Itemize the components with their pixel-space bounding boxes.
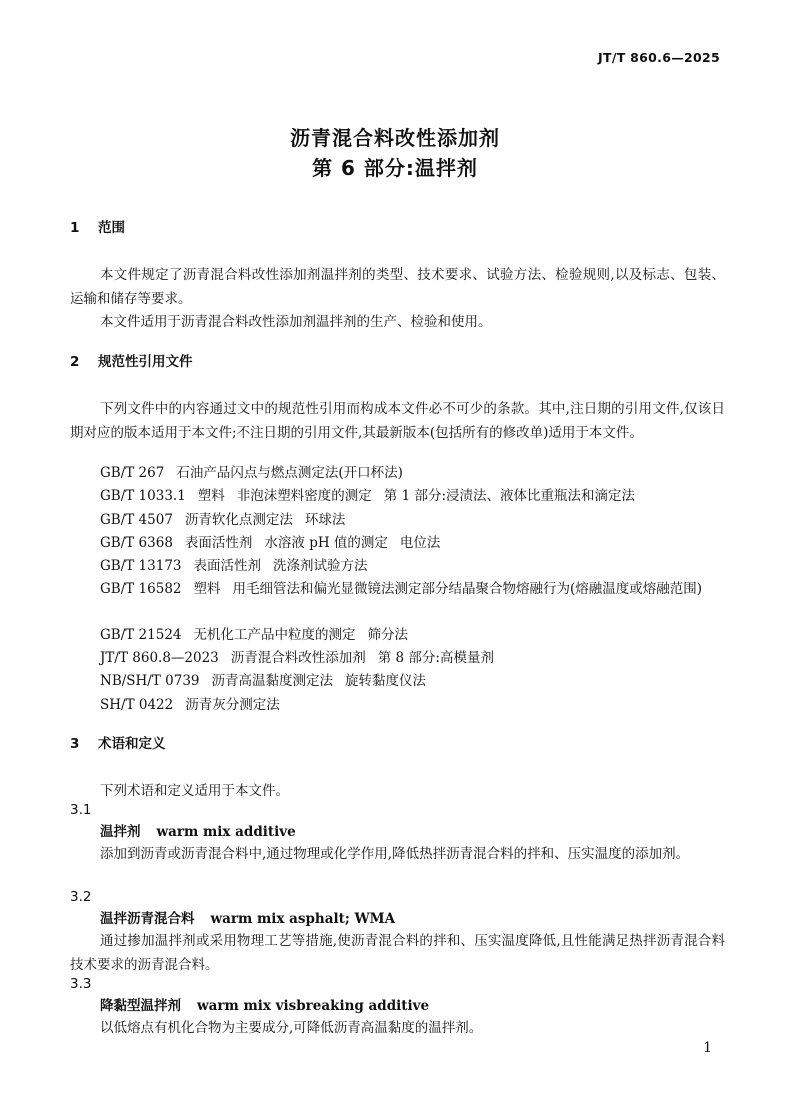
reference-code: GB/T 267 [100, 465, 165, 481]
reference-item [100, 670, 426, 694]
term-definition: 以低熔点有机化合物为主要成分,可降低沥青高温黏度的温拌剂。 [100, 1020, 483, 1036]
term-english: warm mix additive [156, 824, 296, 840]
section-heading-scope [70, 219, 125, 237]
reference-item [100, 694, 280, 718]
reference-code: GB/T 16582 [100, 581, 182, 597]
term-chinese: 降黏型温拌剂 [100, 998, 181, 1014]
reference-title: 无机化工产品中粒度的测定 [193, 627, 356, 643]
reference-title: 表面活性剂 [193, 558, 261, 574]
term-entry [100, 822, 296, 842]
section-number: 2 [70, 354, 80, 370]
reference-code: GB/T 21524 [100, 627, 182, 643]
reference-item [100, 485, 635, 509]
reference-item [70, 578, 725, 602]
clause-number: 3.3 [70, 976, 92, 992]
reference-subtitle: 旋转黏度仪法 [345, 673, 427, 689]
reference-title: 石油产品闪点与燃点测定法(开口杯法) [176, 465, 403, 481]
clause-number: 3.1 [70, 802, 92, 818]
reference-subtitle: 洗涤剂试验方法 [273, 558, 368, 574]
reference-title: 沥青灰分测定法 [185, 697, 280, 713]
term-entry [100, 996, 429, 1016]
document-title: 沥青混合料改性添加剂 [290, 126, 500, 150]
term-definition: 添加到沥青或沥青混合料中,通过物理或化学作用,降低热拌沥青混合料的拌和、压实温度的添加剂。 [100, 846, 690, 862]
document-subtitle: 第 6 部分:温拌剂 [312, 156, 478, 180]
reference-subtitle: 筛分法 [367, 627, 408, 643]
section-number: 3 [70, 736, 80, 752]
reference-subtitle: 第 8 部分:高模量剂 [377, 650, 494, 666]
reference-item [100, 555, 368, 579]
section-heading-normative [70, 353, 193, 371]
clause-number: 3.2 [70, 889, 92, 905]
page-number: 1 [703, 1040, 712, 1056]
reference-code: JT/T 860.8—2023 [100, 650, 219, 666]
reference-subtitle: 用毛细管法和偏光显微镜法测定部分结晶聚合物熔融行为(熔融温度或熔融范围) [232, 581, 703, 597]
term-chinese: 温拌剂 [100, 824, 141, 840]
reference-title: 沥青混合料改性添加剂 [230, 650, 366, 666]
reference-subtitle: 环球法 [304, 512, 346, 528]
standard-number: JT/T 860.6—2025 [598, 50, 720, 65]
reference-code: GB/T 4507 [100, 512, 173, 528]
normative-intro: 下列文件中的内容通过文中的规范性引用而构成本文件必不可少的条款。其中,注日期的引用文件,仅该日期对应的版本适用于本文件;不注日期的引用文件,其最新版本(包括所有的修改单)适用于本文件。 [70, 401, 725, 441]
reference-title: 塑料 [197, 488, 225, 504]
reference-part: 电位法 [399, 535, 441, 551]
term-definition: 通过掺加温拌剂或采用物理工艺等措施,使沥青混合料的拌和、压实温度降低,且性能满足热拌沥青混合料技术要求的沥青混合料。 [70, 933, 725, 973]
reference-title: 塑料 [193, 581, 221, 597]
reference-part: 第 1 部分:浸渍法、液体比重瓶法和滴定法 [383, 488, 636, 504]
section-heading-terms [70, 735, 166, 753]
section-title: 规范性引用文件 [98, 354, 193, 370]
reference-title: 表面活性剂 [184, 535, 253, 551]
term-chinese: 温拌沥青混合料 [100, 911, 195, 927]
term-entry [100, 909, 395, 929]
section-number: 1 [70, 220, 80, 236]
reference-subtitle: 非泡沫塑料密度的测定 [236, 488, 372, 504]
reference-item [100, 624, 408, 648]
reference-item [100, 532, 440, 556]
scope-paragraph-2: 本文件适用于沥青混合料改性添加剂温拌剂的生产、检验和使用。 [100, 314, 492, 330]
terms-intro: 下列术语和定义适用于本文件。 [100, 783, 289, 799]
reference-code: GB/T 13173 [100, 558, 182, 574]
reference-title: 沥青软化点测定法 [184, 512, 293, 528]
reference-code: GB/T 1033.1 [100, 488, 186, 504]
term-english: warm mix visbreaking additive [197, 998, 430, 1014]
section-title: 范围 [98, 220, 125, 236]
reference-code: NB/SH/T 0739 [100, 673, 200, 689]
scope-paragraph-1: 本文件规定了沥青混合料改性添加剂温拌剂的类型、技术要求、试验方法、检验规则,以及标志、包装、运输和储存等要求。 [70, 267, 725, 307]
reference-subtitle: 水溶液 pH 值的测定 [264, 535, 388, 551]
reference-item [100, 462, 403, 486]
term-english: warm mix asphalt; WMA [210, 911, 396, 927]
reference-title: 沥青高温黏度测定法 [211, 673, 334, 689]
reference-code: SH/T 0422 [100, 697, 174, 713]
section-title: 术语和定义 [98, 736, 166, 752]
reference-code: GB/T 6368 [100, 535, 173, 551]
reference-item [100, 509, 345, 533]
reference-item [100, 647, 494, 671]
